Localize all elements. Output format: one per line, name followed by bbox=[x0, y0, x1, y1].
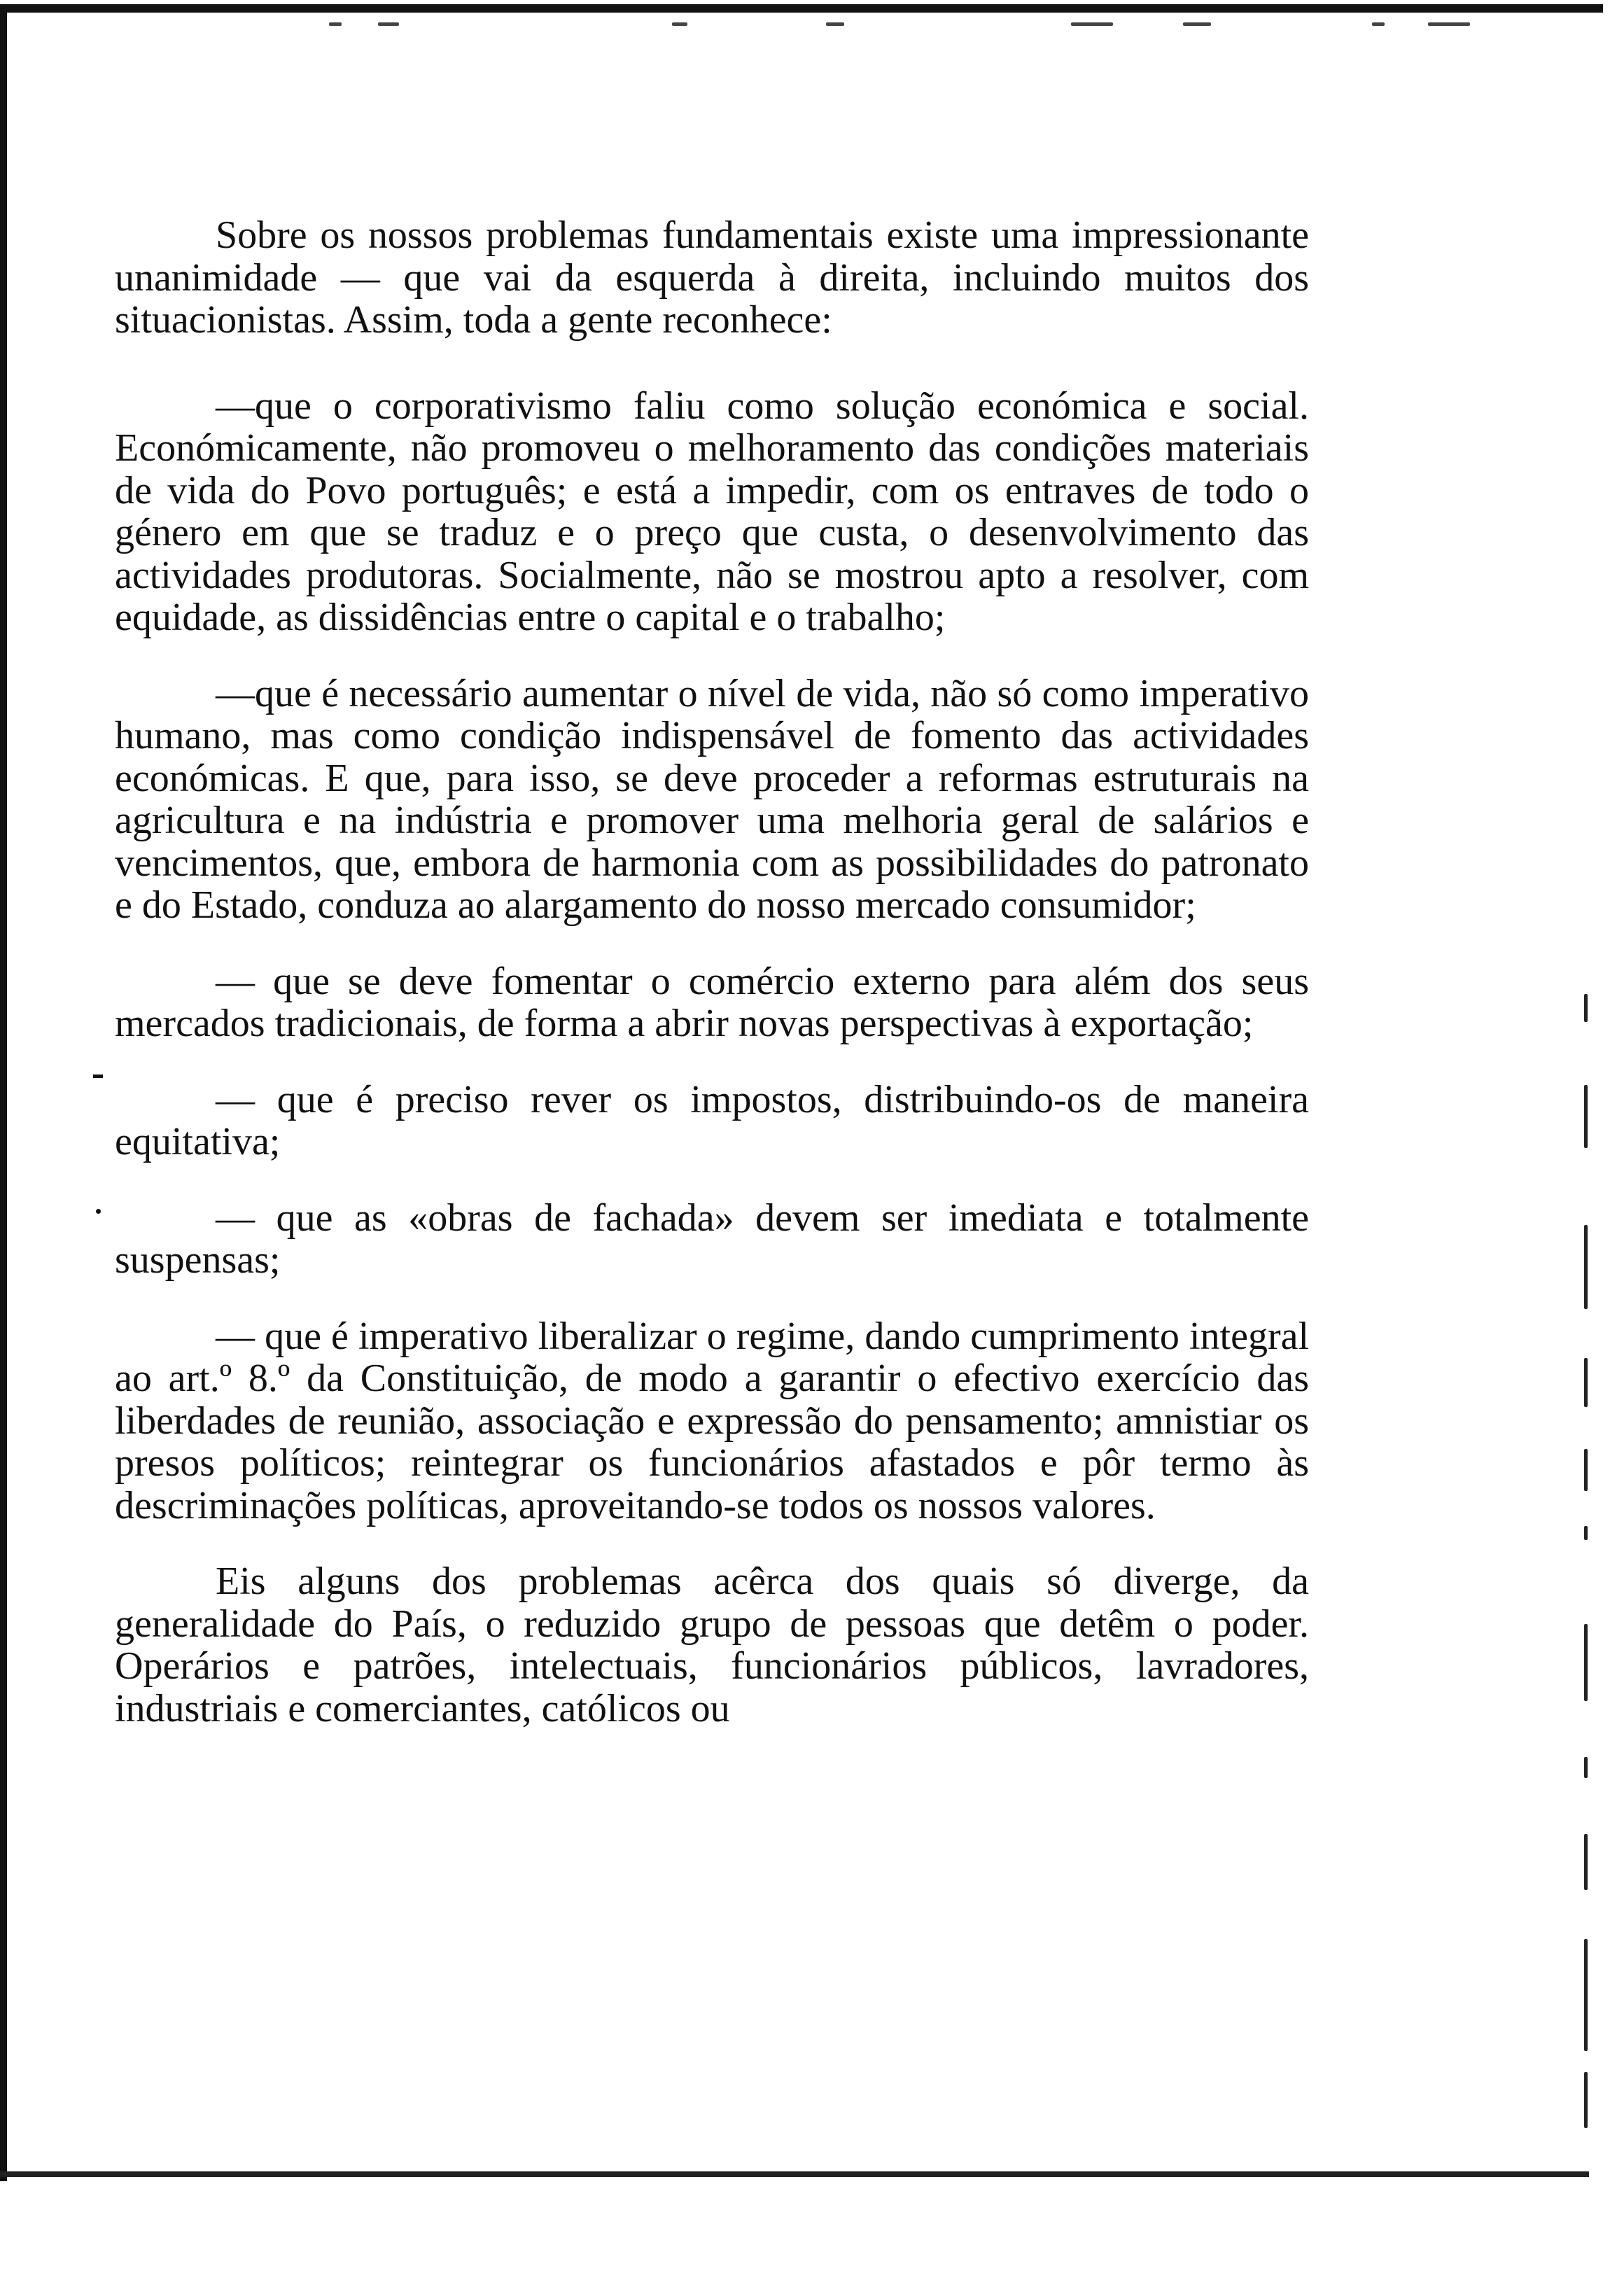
body-text bbox=[115, 214, 1309, 1730]
paragraph-liberalizar-regime: — que é imperativo liberalizar o regime, dando cumprimento integral ao art.º 8.º da Constituição, de modo a garantir o efectivo exercício das liberdades de reunião, associação e expressão do pensamento; amnistiar os presos políticos; reintegrar os funcionários afastados e pôr termo às descriminações políticas, aproveitando-se todos os nossos valores. bbox=[115, 1314, 1309, 1527]
paragraph-corporativismo: —que o corporativismo faliu como solução económica e social. Económicamente, não promoveu o melhoramento das condições materiais de vida do Povo português; e está a impedir, com os entraves de todo o género em que se traduz e o preço que custa, o desenvolvimento das actividades produtoras. Socialmente, não se mostrou apto a resolver, com equidade, as dissidências entre o capital e o trabalho; bbox=[115, 384, 1309, 639]
paragraph-nivel-de-vida: —que é necessário aumentar o nível de vida, não só como imperativo humano, mas como condição indispensável de fomento das actividades económicas. E que, para isso, se deve proceder a reformas estruturais na agricultura e na indústria e promover uma melhoria geral de salários e vencimentos, que, embora de harmonia com as possibilidades do patronato e do Estado, conduza ao alargamento do nosso mercado consumidor; bbox=[115, 671, 1309, 927]
paragraph-intro: Sobre os nossos problemas fundamentais existe uma impressionante unanimidade — que vai da esquerda à direita, incluindo muitos dos situacionistas. Assim, toda a gente reconhece: bbox=[115, 214, 1309, 342]
scan-border-top bbox=[0, 4, 1603, 13]
scan-border-left bbox=[0, 4, 7, 2181]
scan-border-bottom bbox=[0, 2171, 1589, 2177]
paragraph-impostos: — que é preciso rever os impostos, distribuindo-os de maneira equitativa; bbox=[115, 1077, 1309, 1163]
paragraph-conclusao: Eis alguns dos problemas acêrca dos quais só diverge, da generalidade do País, o reduzido grupo de pessoas que detêm o poder. Operários e patrões, intelectuais, funcionários públicos, lavradores, industriais e comerciantes, católicos ou bbox=[115, 1560, 1309, 1730]
scan-noise-top bbox=[280, 14, 1575, 35]
margin-dash-mark bbox=[93, 1074, 103, 1078]
margin-dot-mark bbox=[96, 1209, 101, 1214]
scan-noise-right-edge bbox=[1578, 994, 1595, 2142]
paragraph-obras-de-fachada: — que as «obras de fachada» devem ser imediata e totalmente suspensas; bbox=[115, 1196, 1309, 1282]
paragraph-comercio-externo: — que se deve fomentar o comércio externo para além dos seus mercados tradicionais, de forma a abrir novas perspectivas à exportação; bbox=[115, 959, 1309, 1045]
